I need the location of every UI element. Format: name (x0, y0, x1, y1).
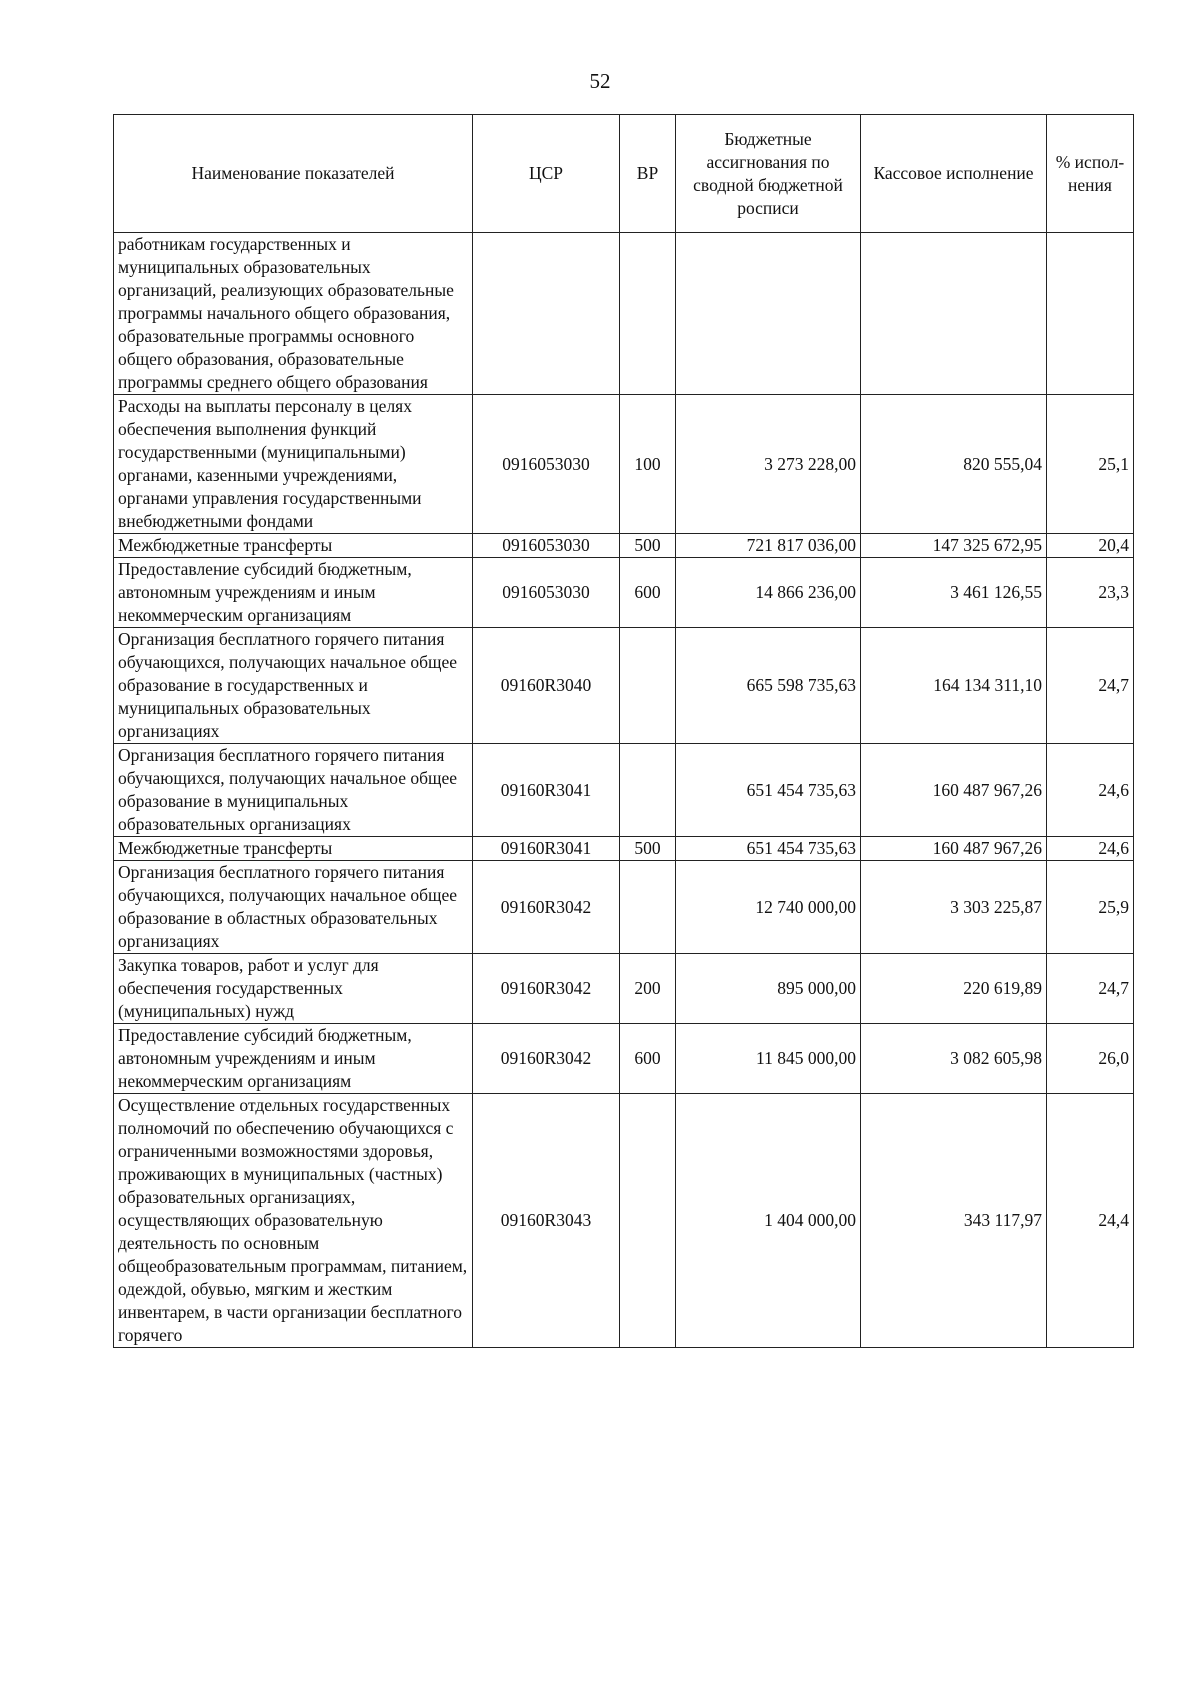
cell-csr: 0916053030 (473, 395, 620, 534)
cell-name: Закупка товаров, работ и услуг для обеспечения государственных (муниципальных) нужд (114, 954, 473, 1024)
page-number: 52 (589, 69, 611, 93)
cell-vr: 500 (620, 534, 676, 558)
cell-vr (620, 1094, 676, 1348)
cell-budget: 651 454 735,63 (676, 837, 861, 861)
cell-percent: 24,7 (1047, 954, 1134, 1024)
cell-csr: 09160R3042 (473, 861, 620, 954)
cell-budget: 14 866 236,00 (676, 558, 861, 628)
cell-vr: 600 (620, 1024, 676, 1094)
cell-percent: 25,9 (1047, 861, 1134, 954)
cell-vr (620, 233, 676, 395)
cell-csr: 09160R3043 (473, 1094, 620, 1348)
cell-budget: 1 404 000,00 (676, 1094, 861, 1348)
cell-csr: 09160R3042 (473, 954, 620, 1024)
cell-percent: 20,4 (1047, 534, 1134, 558)
cell-percent: 24,6 (1047, 837, 1134, 861)
cell-name: Расходы на выплаты персоналу в целях обеспечения выполнения функций государственными (муниципальными) органами, казенными учреждениями, органами управления государственными внебюджетными фондами (114, 395, 473, 534)
table-row (114, 744, 1134, 837)
cell-percent (1047, 233, 1134, 395)
table-row (114, 395, 1134, 534)
cell-name: работникам государственных и муниципальных образовательных организаций, реализующих образовательные программы начального общего образования, образовательные программы основного общего образования, образовательные программы среднего общего образования (114, 233, 473, 395)
cell-percent: 24,6 (1047, 744, 1134, 837)
cell-cash: 160 487 967,26 (861, 744, 1047, 837)
cell-percent: 24,4 (1047, 1094, 1134, 1348)
cell-percent: 26,0 (1047, 1024, 1134, 1094)
table-row (114, 558, 1134, 628)
header-vr: ВР (620, 115, 676, 233)
cell-cash: 3 303 225,87 (861, 861, 1047, 954)
cell-budget (676, 233, 861, 395)
cell-budget: 665 598 735,63 (676, 628, 861, 744)
cell-vr: 200 (620, 954, 676, 1024)
table-row (114, 861, 1134, 954)
cell-csr: 0916053030 (473, 558, 620, 628)
cell-name: Организация бесплатного горячего питания обучающихся, получающих начальное общее образование в областных образовательных организациях (114, 861, 473, 954)
cell-budget: 651 454 735,63 (676, 744, 861, 837)
header-budget-allocations: Бюджетные ассигнования по сводной бюджетной росписи (676, 115, 861, 233)
cell-csr: 09160R3042 (473, 1024, 620, 1094)
cell-budget: 895 000,00 (676, 954, 861, 1024)
header-execution-percent: % испол-нения (1047, 115, 1134, 233)
cell-percent: 25,1 (1047, 395, 1134, 534)
cell-cash: 220 619,89 (861, 954, 1047, 1024)
cell-name: Организация бесплатного горячего питания обучающихся, получающих начальное общее образование в муниципальных образовательных организациях (114, 744, 473, 837)
cell-cash: 147 325 672,95 (861, 534, 1047, 558)
table-row (114, 1024, 1134, 1094)
table-row (114, 1094, 1134, 1348)
cell-cash: 160 487 967,26 (861, 837, 1047, 861)
header-csr: ЦСР (473, 115, 620, 233)
cell-percent: 24,7 (1047, 628, 1134, 744)
table-row (114, 628, 1134, 744)
cell-name: Организация бесплатного горячего питания обучающихся, получающих начальное общее образование в государственных и муниципальных образовательных организациях (114, 628, 473, 744)
cell-budget: 12 740 000,00 (676, 861, 861, 954)
cell-percent: 23,3 (1047, 558, 1134, 628)
cell-cash: 343 117,97 (861, 1094, 1047, 1348)
cell-name: Предоставление субсидий бюджетным, автономным учреждениям и иным некоммерческим организациям (114, 558, 473, 628)
cell-cash (861, 233, 1047, 395)
cell-vr: 500 (620, 837, 676, 861)
cell-csr: 09160R3040 (473, 628, 620, 744)
cell-name: Межбюджетные трансферты (114, 534, 473, 558)
cell-name: Предоставление субсидий бюджетным, автономным учреждениям и иным некоммерческим организациям (114, 1024, 473, 1094)
cell-csr: 0916053030 (473, 534, 620, 558)
header-name: Наименование показателей (114, 115, 473, 233)
cell-budget: 11 845 000,00 (676, 1024, 861, 1094)
table-row (114, 837, 1134, 861)
cell-cash: 164 134 311,10 (861, 628, 1047, 744)
table-header-row (114, 115, 1134, 233)
cell-cash: 3 461 126,55 (861, 558, 1047, 628)
cell-name: Межбюджетные трансферты (114, 837, 473, 861)
cell-vr (620, 861, 676, 954)
cell-vr: 100 (620, 395, 676, 534)
table-row (114, 534, 1134, 558)
cell-name: Осуществление отдельных государственных полномочий по обеспечению обучающихся с ограниченными возможностями здоровья, проживающих в муниципальных (частных) образовательных организациях, осуществляющих образовательную деятельность по основным общеобразовательным программам, питанием, одеждой, обувью, мягким и жестким инвентарем, в части организации бесплатного горячего (114, 1094, 473, 1348)
cell-csr: 09160R3041 (473, 837, 620, 861)
table-row (114, 954, 1134, 1024)
cell-vr: 600 (620, 558, 676, 628)
cell-cash: 820 555,04 (861, 395, 1047, 534)
cell-budget: 721 817 036,00 (676, 534, 861, 558)
header-cash-execution: Кассовое исполнение (861, 115, 1047, 233)
cell-vr (620, 628, 676, 744)
cell-csr (473, 233, 620, 395)
table-row (114, 233, 1134, 395)
cell-budget: 3 273 228,00 (676, 395, 861, 534)
cell-vr (620, 744, 676, 837)
budget-execution-table (113, 114, 1134, 1348)
cell-cash: 3 082 605,98 (861, 1024, 1047, 1094)
cell-csr: 09160R3041 (473, 744, 620, 837)
